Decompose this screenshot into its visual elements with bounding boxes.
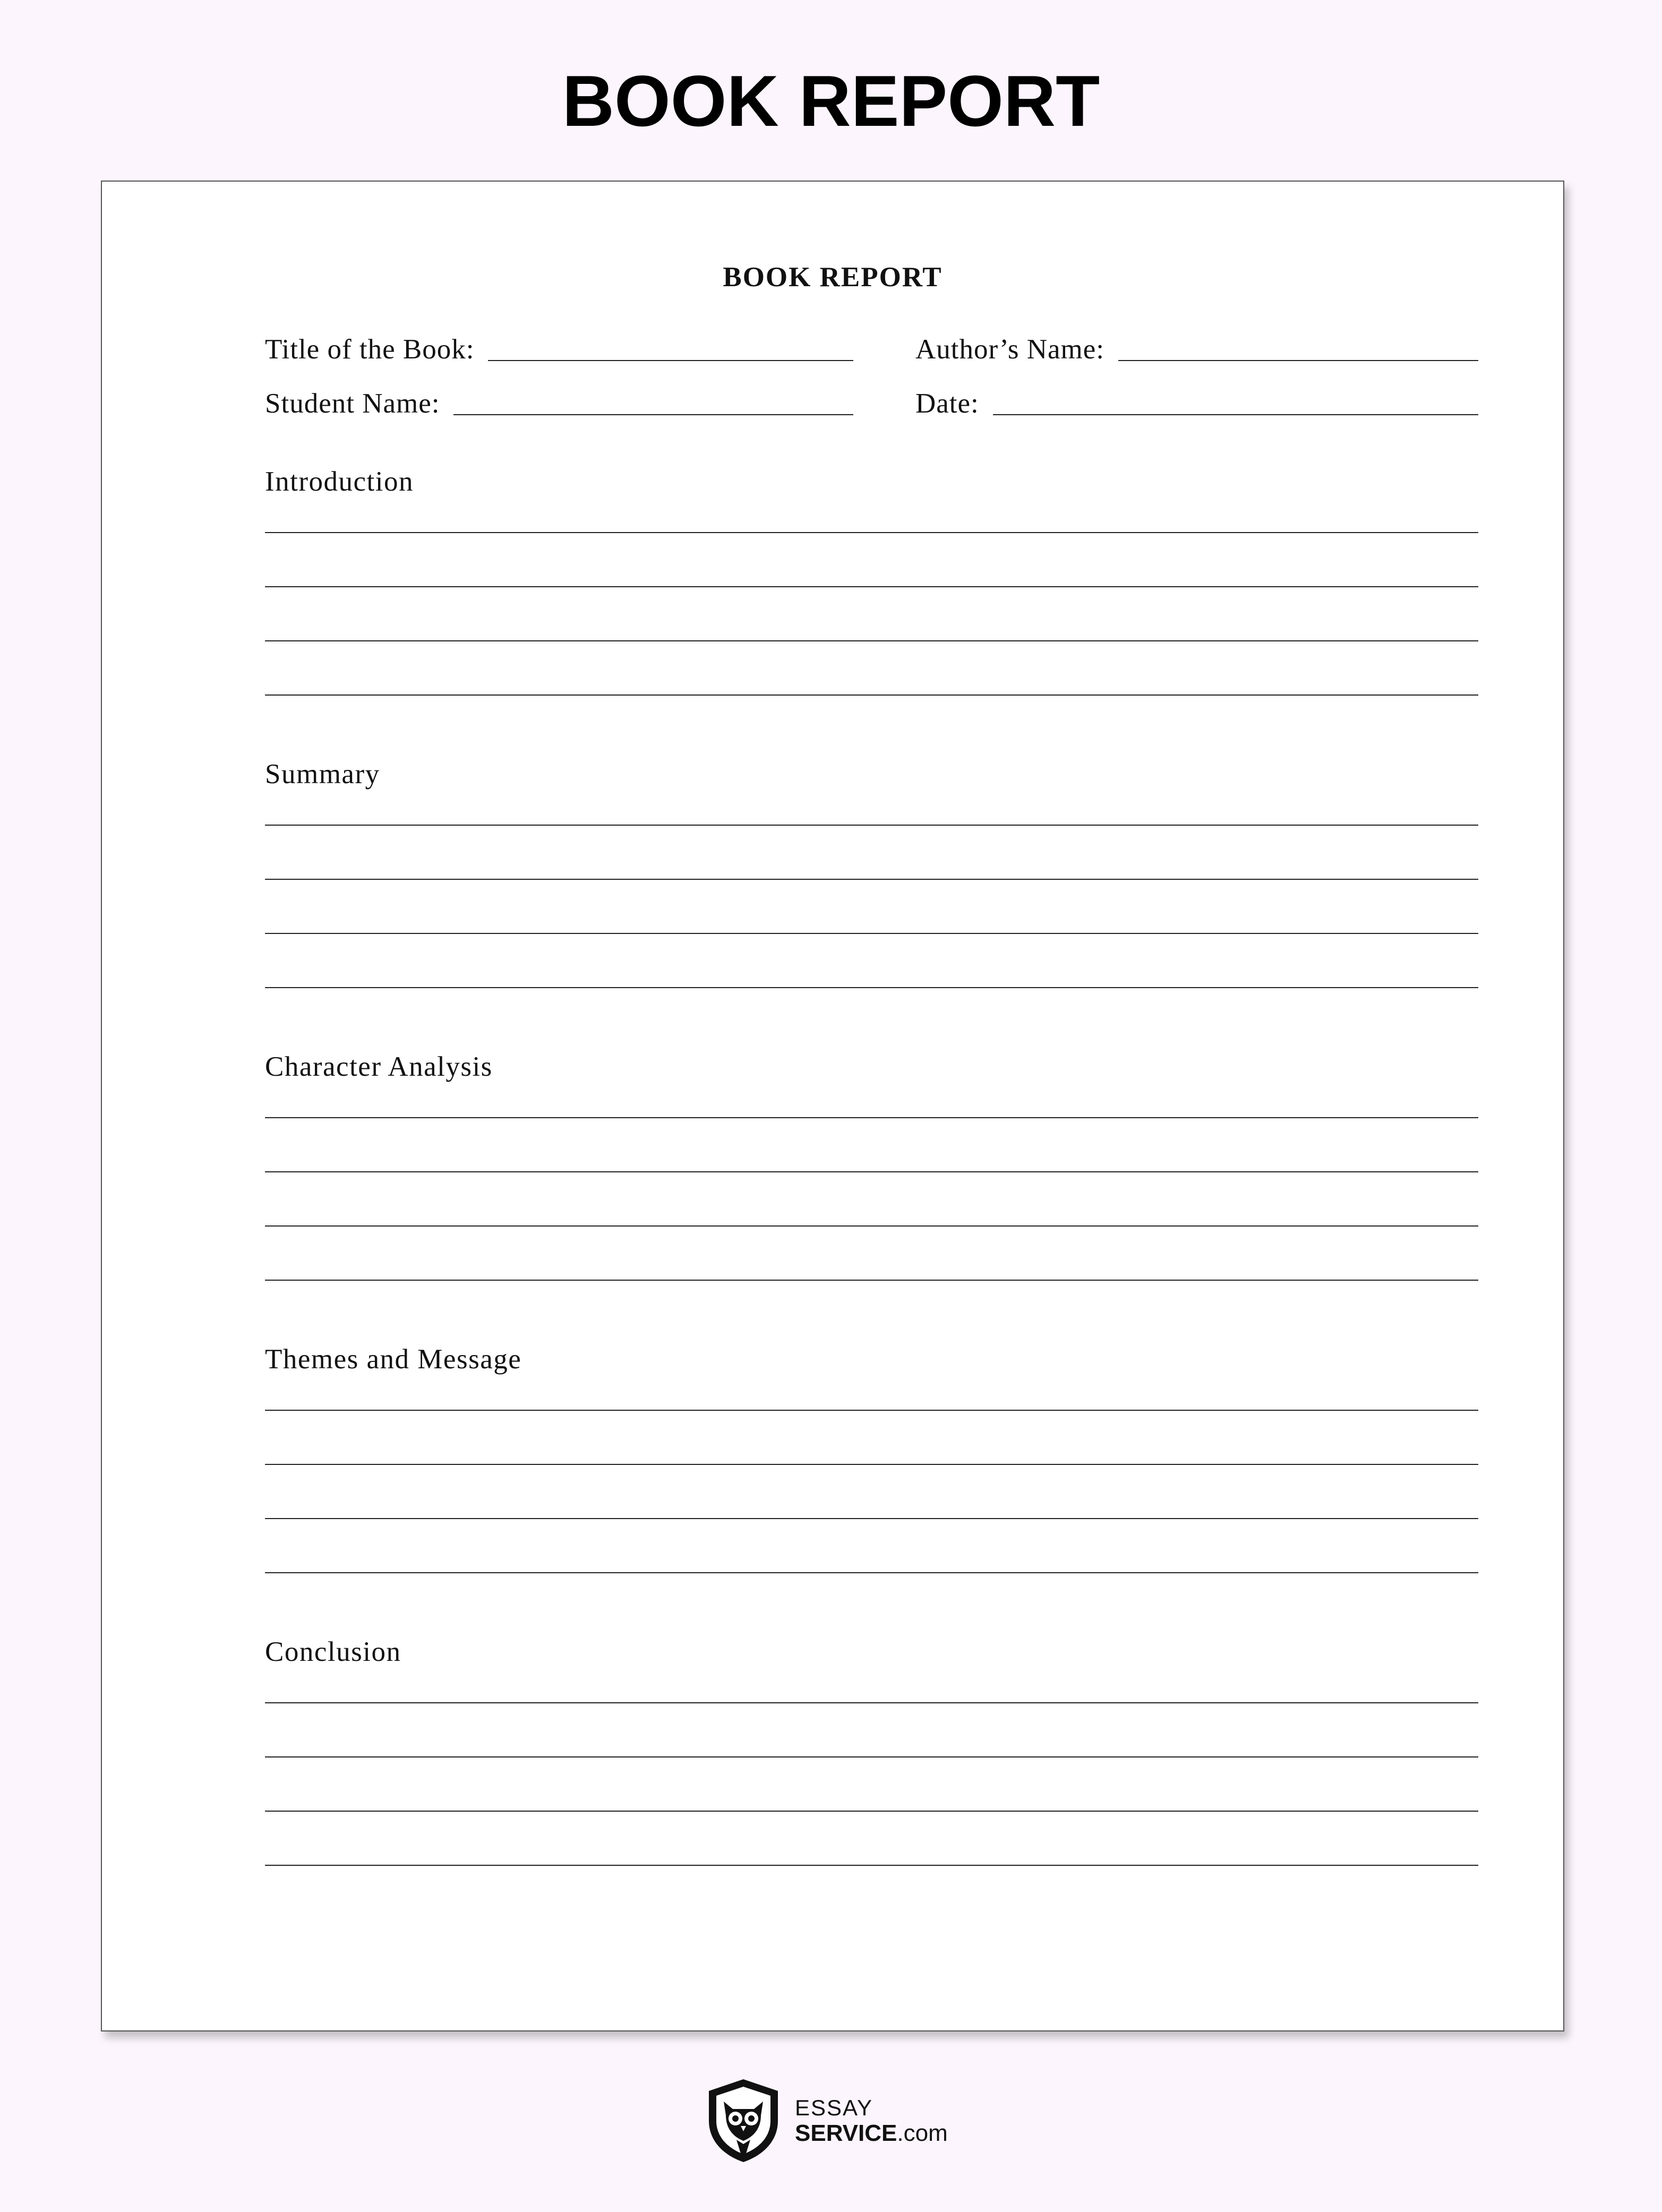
writing-line[interactable] xyxy=(265,1117,1478,1118)
section-label: Summary xyxy=(265,759,380,790)
brand-footer[interactable] xyxy=(704,2077,948,2165)
section-label: Themes and Message xyxy=(265,1344,522,1375)
writing-line[interactable] xyxy=(265,1171,1478,1172)
writing-line[interactable] xyxy=(265,987,1478,988)
brand-domain-suffix: .com xyxy=(897,2120,948,2146)
writing-line[interactable] xyxy=(265,879,1478,880)
writing-line[interactable] xyxy=(265,1572,1478,1573)
book-title-blank[interactable] xyxy=(488,359,853,361)
brand-name-bottom xyxy=(795,2120,948,2147)
section-summary xyxy=(265,753,1478,795)
writing-line[interactable] xyxy=(265,532,1478,533)
writing-line[interactable] xyxy=(265,1811,1478,1812)
report-sheet xyxy=(101,181,1564,2031)
author-name-blank[interactable] xyxy=(1118,359,1478,361)
section-character-analysis xyxy=(265,1045,1478,1088)
writing-line[interactable] xyxy=(265,1410,1478,1411)
section-introduction xyxy=(265,460,1478,503)
writing-line[interactable] xyxy=(265,825,1478,826)
owl-shield-logo-icon xyxy=(704,2077,783,2165)
date-field[interactable] xyxy=(915,384,1478,427)
section-label: Character Analysis xyxy=(265,1051,493,1082)
date-label: Date: xyxy=(915,388,979,419)
section-label: Conclusion xyxy=(265,1636,401,1667)
writing-line[interactable] xyxy=(265,1464,1478,1465)
student-name-field[interactable] xyxy=(265,384,853,427)
section-conclusion xyxy=(265,1631,1478,1673)
document-title: BOOK REPORT xyxy=(723,262,943,293)
writing-line[interactable] xyxy=(265,695,1478,696)
writing-line[interactable] xyxy=(265,1702,1478,1703)
writing-line[interactable] xyxy=(265,586,1478,587)
writing-line[interactable] xyxy=(265,640,1478,641)
writing-line[interactable] xyxy=(265,1518,1478,1519)
student-name-label: Student Name: xyxy=(265,388,440,419)
book-title-label: Title of the Book: xyxy=(265,334,475,365)
student-name-blank[interactable] xyxy=(453,414,853,415)
section-label: Introduction xyxy=(265,466,414,497)
brand-name-bold: SERVICE xyxy=(795,2120,897,2146)
writing-line[interactable] xyxy=(265,1756,1478,1757)
page-title: BOOK REPORT xyxy=(562,61,1100,141)
writing-line[interactable] xyxy=(265,933,1478,934)
brand-name-top: ESSAY xyxy=(795,2095,873,2120)
writing-line[interactable] xyxy=(265,1865,1478,1866)
book-title-field[interactable] xyxy=(265,330,853,373)
author-name-field[interactable] xyxy=(915,330,1478,373)
date-blank[interactable] xyxy=(993,414,1478,415)
writing-line[interactable] xyxy=(265,1280,1478,1281)
author-name-label: Author’s Name: xyxy=(915,334,1104,365)
section-themes-and-message xyxy=(265,1338,1478,1381)
writing-line[interactable] xyxy=(265,1225,1478,1227)
